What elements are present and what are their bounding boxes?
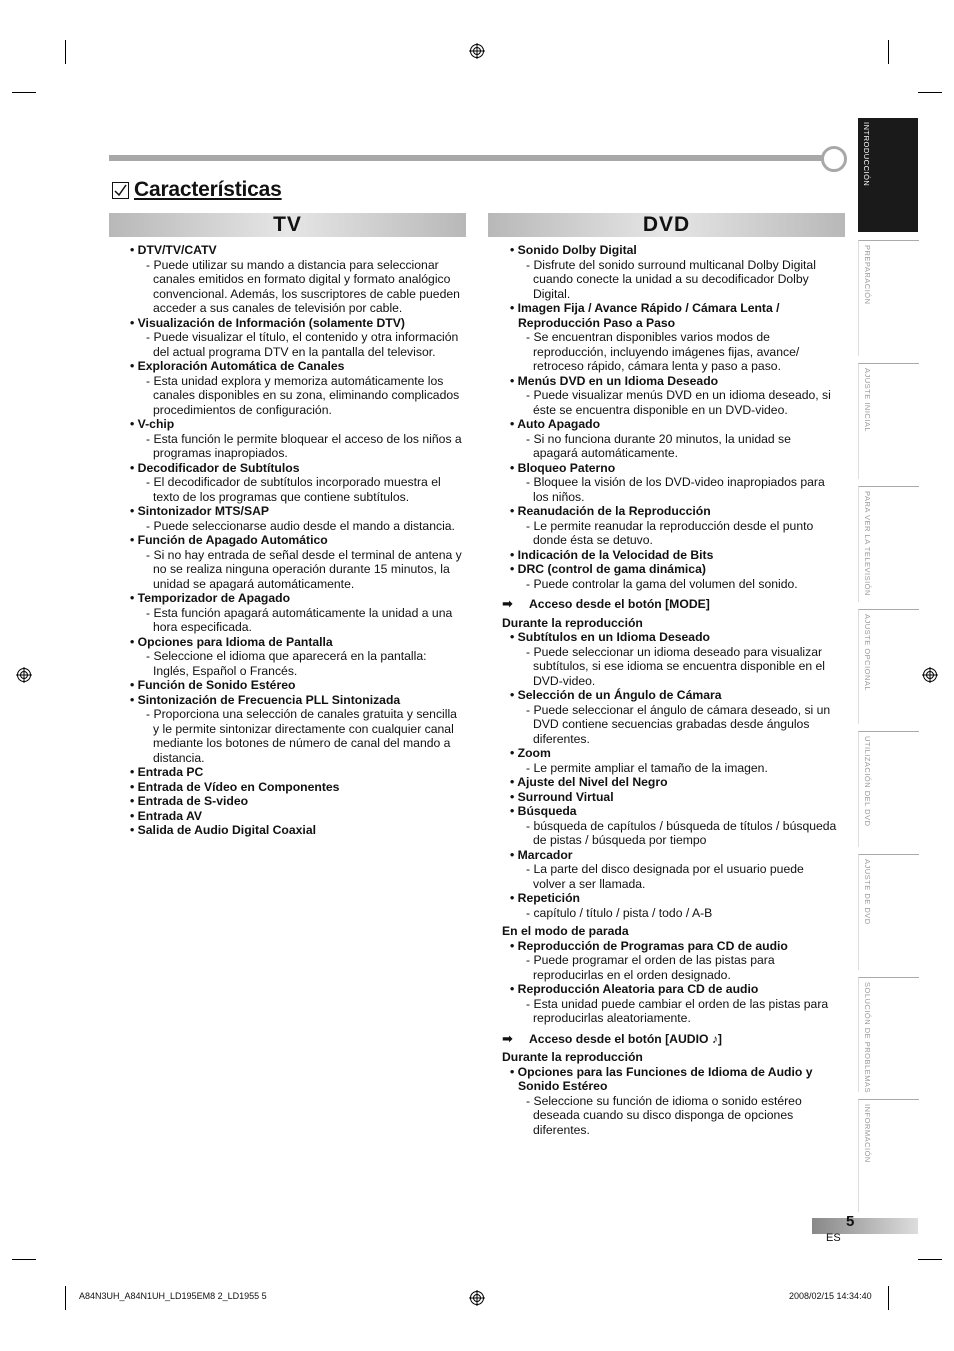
crop-mark xyxy=(65,40,66,64)
feature-title: • Imagen Fija / Avance Rápido / Cámara Lenta / Reproducción Paso a Paso xyxy=(510,301,780,330)
crop-mark xyxy=(918,1259,942,1260)
feature-description: - Puede seleccionarse audio desde el mando a distancia. xyxy=(146,518,455,533)
feature-description: - Puede utilizar su mando a distancia para seleccionar canales emitidos en formato digital y formato analógico convencional. Además, los suscriptores de cable pueden acceder a sus canales de televisión por cable. xyxy=(146,257,460,315)
section-tab xyxy=(858,854,919,970)
section-tab xyxy=(858,363,919,479)
section-tab-label: INTRODUCCIÓN xyxy=(862,122,871,187)
header-rule-circle xyxy=(821,146,847,172)
feature-description: - Seleccione su función de idioma o sonido estéreo deseada cuando su disco disponga de opciones diferentes. xyxy=(526,1093,802,1137)
section-tab xyxy=(858,977,919,1092)
feature-description: - Puede seleccionar el ángulo de cámara deseado, si un DVD contiene secuencias grabadas desde ángulos diferentes. xyxy=(526,702,831,746)
feature-description: - Le permite ampliar el tamaño de la imagen. xyxy=(526,760,768,775)
feature-title: • Subtítulos en un Idioma Deseado xyxy=(510,630,710,644)
feature-title: • DRC (control de gama dinámica) xyxy=(510,562,706,576)
feature-description: - Bloquee la visión de los DVD-video inapropiados para los niños. xyxy=(526,475,825,504)
section-tab xyxy=(858,118,918,232)
feature-title: • Menús DVD en un Idioma Deseado xyxy=(510,373,719,388)
feature-title: • V-chip xyxy=(130,417,175,431)
section-tab-label: AJUSTE OPCIONAL xyxy=(863,614,872,692)
mode-heading: Durante la reproducción xyxy=(502,1050,643,1064)
feature-title: • Bloqueo Paterno xyxy=(510,460,616,475)
access-heading-text: Acceso desde el botón [AUDIO ♪] xyxy=(529,1031,722,1046)
feature-title: • Opciones para las Funciones de Idioma de Audio y Sonido Estéreo xyxy=(510,1064,813,1093)
feature-description: - Si no hay entrada de señal desde el terminal de antena y no se realiza ninguna operación durante 15 minutos, la unidad se apagará automáticamente. xyxy=(146,547,462,591)
feature-title: • Decodificador de Subtítulos xyxy=(130,460,300,475)
section-tab-label: AJUSTE DE DVD xyxy=(863,859,872,925)
registration-mark-icon xyxy=(16,667,32,683)
feature-title: • Salida de Audio Digital Coaxial xyxy=(130,823,316,837)
feature-description: - capítulo / título / pista / todo / A-B xyxy=(526,905,713,920)
feature-description: - Puede programar el orden de las pistas para reproducirlas en el orden designado. xyxy=(526,953,775,982)
feature-title: • Temporizador de Apagado xyxy=(130,591,291,605)
registration-mark-icon xyxy=(469,43,485,59)
crop-mark xyxy=(12,92,36,93)
feature-description: - La parte del disco designada por el usuario puede volver a ser llamada. xyxy=(526,862,804,891)
feature-title: • Marcador xyxy=(510,847,573,862)
feature-description: - Si no funciona durante 20 minutos, la unidad se apagará automáticamente. xyxy=(526,431,791,460)
feature-title: • Sintonización de Frecuencia PLL Sintonizada xyxy=(130,692,401,707)
feature-title: • Exploración Automática de Canales xyxy=(130,359,345,373)
feature-description: - Esta función apagará automáticamente la unidad a una hora especificada. xyxy=(146,605,453,634)
tv-feature-list xyxy=(130,243,465,838)
footer-file-info: A84N3UH_A84N1UH_LD195EM8 2_LD1955 5 xyxy=(79,1291,267,1301)
feature-description: - Se encuentran disponibles varios modos de reproducción, incluyendo imágenes fijas, avance/ retroceso rápido, cámara lenta y paso a paso. xyxy=(526,330,800,373)
section-tab-label: INFORMACIÓN xyxy=(863,1104,872,1163)
section-tab-label: PREPARACIÓN xyxy=(863,245,872,305)
section-tab-label: UTILIZACIÓN DEL DVD xyxy=(863,736,872,827)
feature-title: • Función de Apagado Automático xyxy=(130,533,328,547)
feature-description: - búsqueda de capítulos / búsqueda de títulos / búsqueda de pistas / búsqueda por tiempo xyxy=(526,818,837,847)
feature-title: • Entrada de S-video xyxy=(130,794,249,808)
crop-mark xyxy=(65,1286,66,1310)
crop-mark xyxy=(12,1259,36,1260)
feature-title: • Reproducción de Programas para CD de audio xyxy=(510,938,788,953)
crop-mark xyxy=(918,92,942,93)
access-heading xyxy=(502,1032,837,1047)
feature-title: • Entrada PC xyxy=(130,765,204,779)
section-tab-label: SOLUCIÓN DE PROBLEMAS xyxy=(863,982,872,1093)
page-number: 5 xyxy=(846,1213,855,1230)
feature-title: • Función de Sonido Estéreo xyxy=(130,678,296,692)
feature-title: • Zoom xyxy=(510,746,551,760)
feature-description: - Puede visualizar menús DVD en un idioma deseado, si éste se encuentra disponible en un DVD-video. xyxy=(526,388,831,417)
feature-description: - Esta unidad puede cambiar el orden de las pistas para reproducirlas aleatoriamente. xyxy=(526,996,829,1025)
feature-title: • Surround Virtual xyxy=(510,789,614,804)
feature-description: - Puede seleccionar un idioma deseado para visualizar subtítulos, si ese idioma se encuentra disponible en el DVD-video. xyxy=(526,644,826,688)
feature-title: • Reanudación de la Reproducción xyxy=(510,504,711,518)
registration-mark-icon xyxy=(922,667,938,683)
feature-title: • Entrada AV xyxy=(130,808,202,823)
feature-title: • Indicación de la Velocidad de Bits xyxy=(510,547,714,562)
feature-title: • Auto Apagado xyxy=(510,417,601,431)
registration-mark-icon xyxy=(469,1290,485,1306)
section-tab xyxy=(858,609,919,724)
feature-title: • DTV/TV/CATV xyxy=(130,243,217,257)
section-tab xyxy=(858,1099,919,1212)
crop-mark xyxy=(888,40,889,64)
feature-title: • Visualización de Información (solamente DTV) xyxy=(130,315,405,330)
language-code: ES xyxy=(826,1232,841,1244)
section-tab-label: PARA VER LA TELEVISIÓN xyxy=(863,491,872,596)
access-heading xyxy=(502,597,837,612)
page-title: Características xyxy=(134,178,282,201)
feature-title: • Búsqueda xyxy=(510,804,577,818)
access-heading-text: Acceso desde el botón [MODE] xyxy=(529,597,710,611)
section-tab xyxy=(858,731,919,847)
feature-title: • Repetición xyxy=(510,891,580,905)
feature-title: • Sonido Dolby Digital xyxy=(510,243,637,257)
feature-title: • Reproducción Aleatoria para CD de audio xyxy=(510,982,759,996)
arrow-right-icon: ➡ xyxy=(502,596,513,611)
header-rule xyxy=(109,155,826,161)
mode-heading: Durante la reproducción xyxy=(502,615,643,630)
feature-description: - Le permite reanudar la reproducción desde el punto donde ésta se detuvo. xyxy=(526,518,814,547)
feature-title: • Ajuste del Nivel del Negro xyxy=(510,775,668,789)
feature-description: - Disfrute del sonido surround multicanal Dolby Digital cuando conecte la unidad a su decodificador Dolby Digital. xyxy=(526,257,816,301)
tv-section-header: TV xyxy=(109,213,466,237)
crop-mark xyxy=(888,1286,889,1310)
arrow-right-icon: ➡ xyxy=(502,1030,513,1046)
dvd-feature-list xyxy=(502,243,837,1137)
feature-description: - Seleccione el idioma que aparecerá en la pantalla: Inglés, Español o Francés. xyxy=(146,649,427,678)
section-tab xyxy=(858,486,919,602)
feature-title: • Entrada de Vídeo en Componentes xyxy=(130,779,340,794)
feature-description: - Puede controlar la gama del volumen del sonido. xyxy=(526,576,798,591)
mode-heading: En el modo de parada xyxy=(502,924,629,938)
title-block xyxy=(112,178,282,202)
feature-title: • Opciones para Idioma de Pantalla xyxy=(130,634,333,649)
dvd-section-header: DVD xyxy=(488,213,845,237)
feature-description: - Puede visualizar el título, el contenido y otra información del actual programa DTV en la pantalla del televisor. xyxy=(146,330,459,359)
feature-title: • Selección de un Ángulo de Cámara xyxy=(510,688,722,702)
footer-timestamp: 2008/02/15 14:34:40 xyxy=(789,1291,872,1301)
feature-description: - Esta función le permite bloquear el acceso de los niños a programas inapropiados. xyxy=(146,431,462,460)
feature-description: - Proporciona una selección de canales gratuita y sencilla y le permite sintonizar directamente con cualquier canal mediante los botones de número de canal del mando a distancia. xyxy=(146,707,457,765)
feature-description: - Esta unidad explora y memoriza automáticamente los canales disponibles en su zona, eliminando complicados procedimientos de configuración. xyxy=(146,373,460,417)
section-tab-label: AJUSTE INICIAL xyxy=(863,368,872,433)
checkbox-icon xyxy=(112,182,129,199)
section-tab xyxy=(858,240,919,356)
feature-title: • Sintonizador MTS/SAP xyxy=(130,504,270,518)
feature-description: - El decodificador de subtítulos incorporado muestra el texto de los programas que contiene subtítulos. xyxy=(146,475,441,504)
